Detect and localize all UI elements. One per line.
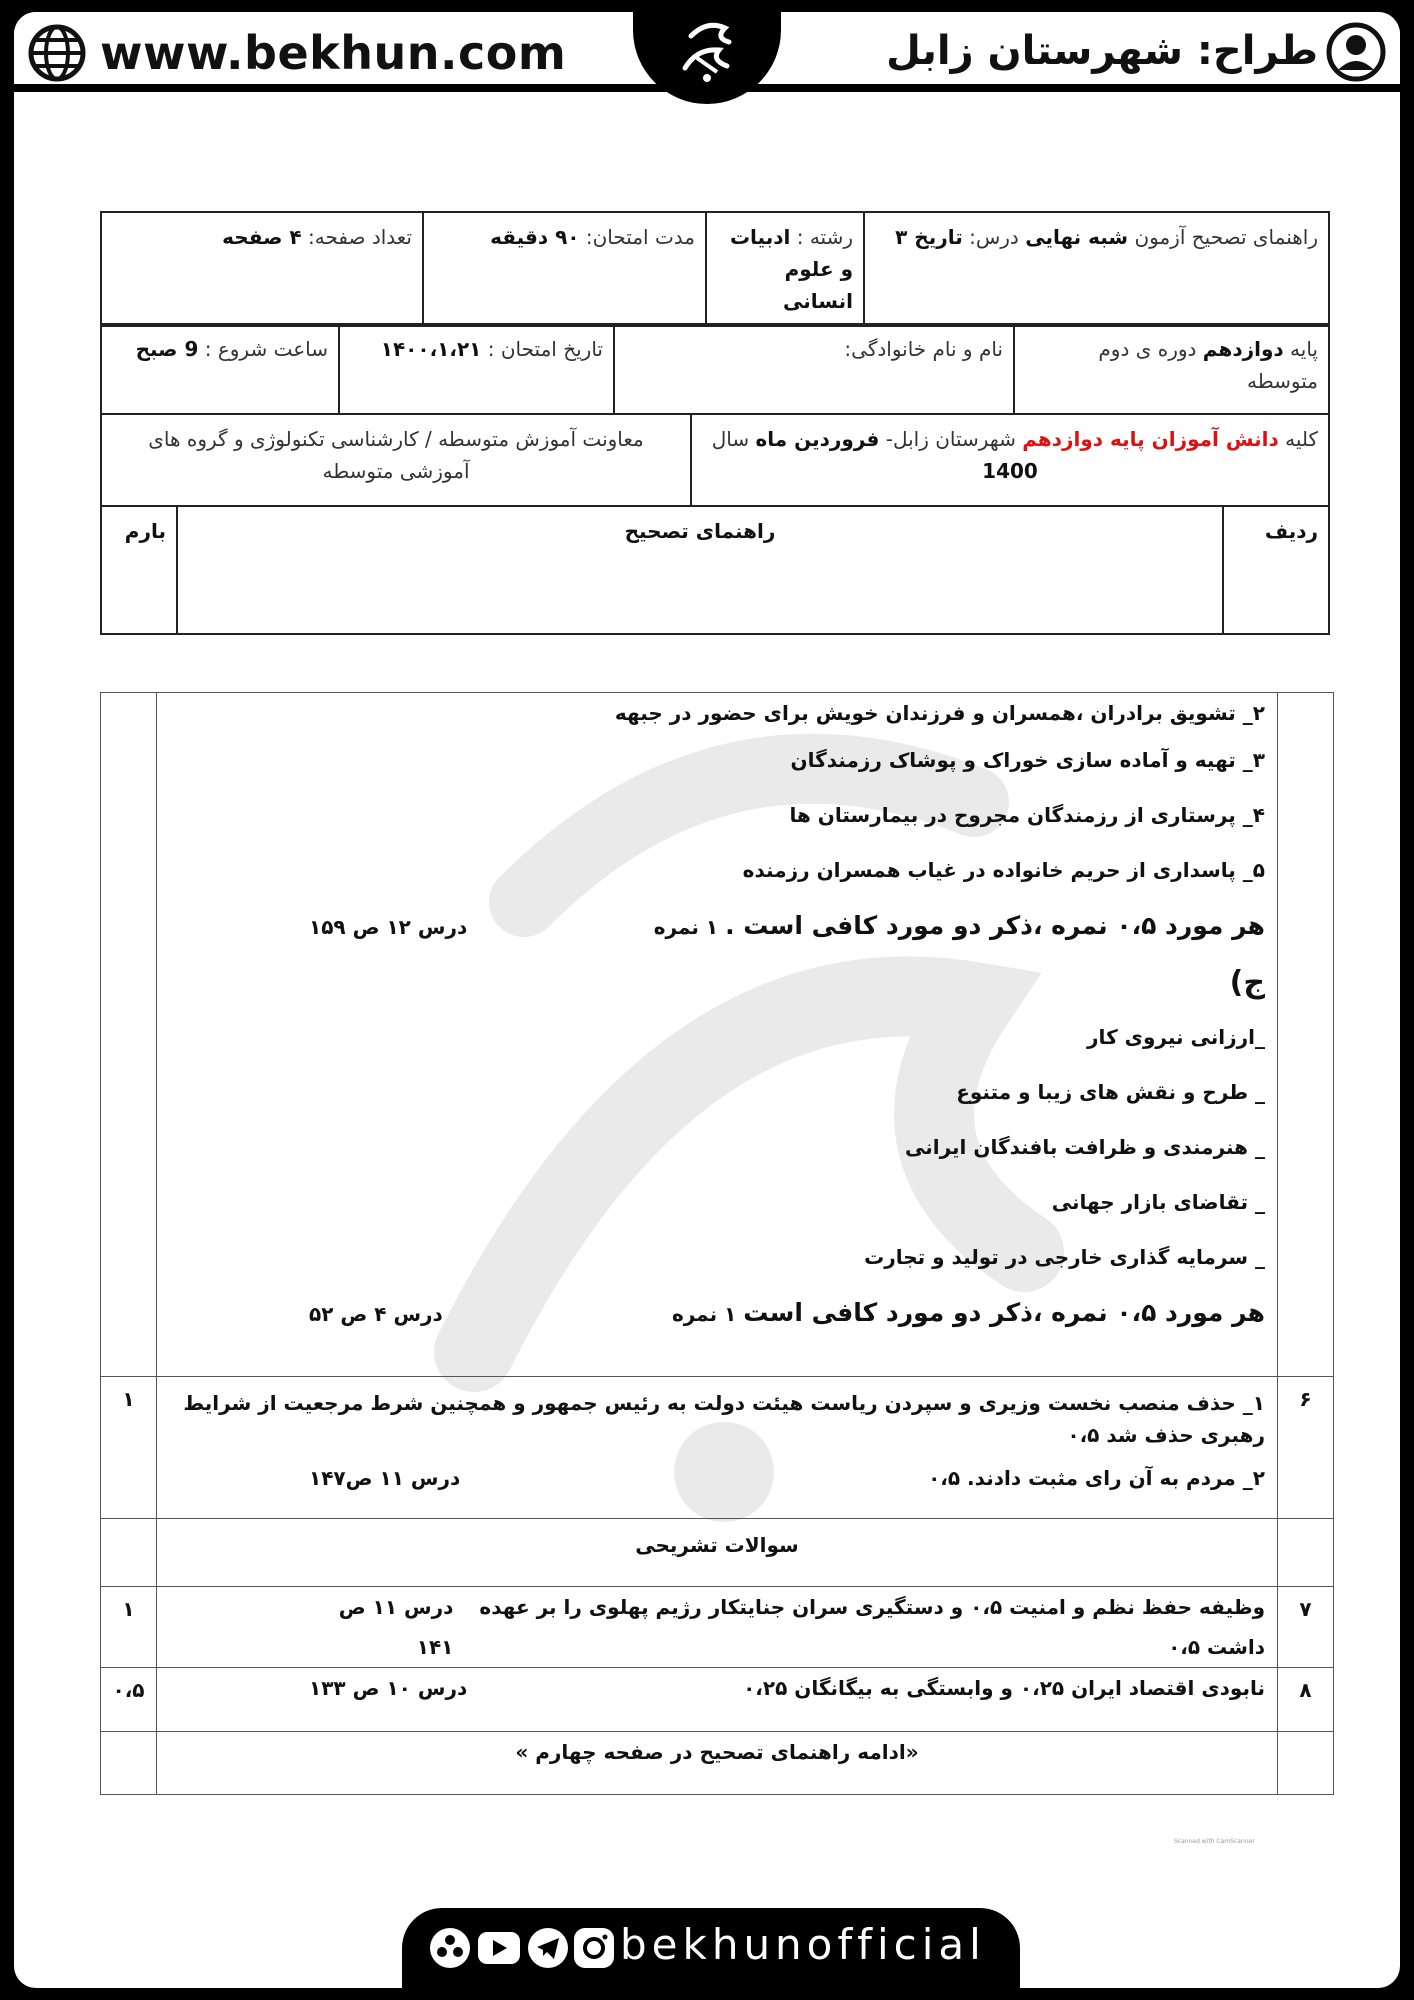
exam-date-label: تاریخ امتحان :	[487, 337, 603, 361]
brand-logo-icon	[667, 12, 747, 90]
answer-text: _ هنرمندی و ظرافت بافندگان ایرانی	[905, 1135, 1265, 1159]
exam-info-table-2	[100, 323, 1330, 415]
grade-value: دوازدهم	[1202, 337, 1284, 361]
answer-line	[169, 733, 1265, 788]
empty-cell	[1278, 1519, 1334, 1587]
exam-info-table-3	[100, 413, 1330, 507]
start-time-value: 9 صبح	[135, 337, 199, 361]
row-number: ۶	[1278, 1377, 1334, 1519]
guide-header	[177, 506, 1223, 634]
user-icon	[1326, 22, 1386, 82]
globe-icon	[28, 24, 86, 82]
answer-row-8	[101, 1668, 1334, 1732]
guide-header-label: راهنمای تصحیح	[624, 519, 776, 543]
answer-line	[169, 693, 1265, 733]
summary-text: هر مورد ۰،۵ نمره ،ذکر دو مورد کافی است .	[725, 911, 1265, 940]
answer-line	[169, 1377, 1265, 1451]
row-score: ۱	[101, 1587, 157, 1668]
answer-line	[169, 788, 1265, 843]
social-icons	[426, 1922, 616, 1974]
answer-text: ۴_ پرستاری از رزمندگان مجروح در بیمارستان ها	[789, 803, 1265, 827]
summary-mark: ۱ نمره	[671, 1302, 737, 1326]
empty-cell	[1278, 1732, 1334, 1795]
subject-label: درس:	[969, 225, 1019, 249]
answer-text: _ سرمایه گذاری خارجی در تولید و تجارت	[864, 1245, 1265, 1269]
duration-value: ۹۰ دقیقه	[490, 225, 580, 249]
answer-line	[169, 843, 1265, 898]
row-score: ۱	[101, 1377, 157, 1519]
pages-label: تعداد صفحه:	[307, 225, 412, 249]
score-header	[101, 506, 177, 634]
department-cell	[101, 414, 691, 506]
column-header-table	[100, 505, 1330, 635]
score-cell	[101, 693, 157, 1377]
student-name-cell	[614, 324, 1014, 414]
student-name-label: نام و نام خانوادگی:	[844, 337, 1003, 361]
answer-text: _ تقاضای بازار جهانی	[1051, 1190, 1265, 1214]
lesson-reference: درس ۱۲ ص ۱۵۹	[309, 915, 468, 939]
exam-title-cell	[864, 212, 1329, 326]
lesson-reference: درس ۱۰ ص ۱۳۳	[309, 1676, 468, 1700]
audience-year-label: سال	[711, 427, 750, 451]
continue-row	[101, 1732, 1334, 1795]
grade-rest: دوره ی دوم متوسطه	[1098, 337, 1318, 393]
section-title: سوالات تشریحی	[157, 1519, 1278, 1587]
department-text: معاونت آموزش متوسطه / کارشناسی تکنولوژی و گروه های آموزشی متوسطه	[148, 427, 644, 483]
score-header-label: بارم	[124, 519, 166, 543]
social-handle[interactable]: bekhunofficial	[620, 1920, 986, 1969]
exam-label: راهنمای تصحیح آزمون	[1134, 225, 1318, 249]
scanner-watermark: Scanned with CamScanner	[1174, 1838, 1255, 1845]
lesson-reference: درس ۱۱ ص۱۴۷	[309, 1466, 461, 1490]
answer-text: _ طرح و نقش های زیبا و متنوع	[956, 1080, 1265, 1104]
empty-cell	[101, 1732, 157, 1795]
answer-line	[169, 1065, 1265, 1120]
empty-cell	[101, 1519, 157, 1587]
page	[14, 12, 1400, 1988]
answer-body	[157, 1668, 1278, 1732]
answer-line	[169, 1120, 1265, 1175]
grade-cell	[1014, 324, 1329, 414]
duration-label: مدت امتحان:	[585, 225, 695, 249]
header-bar	[14, 12, 1400, 92]
answer-line	[169, 1587, 1265, 1667]
exam-type: شبه نهایی	[1025, 225, 1129, 249]
grade-label: پایه	[1290, 337, 1318, 361]
instagram-icon[interactable]	[574, 1928, 614, 1968]
answer-text: ۲_ تشویق برادران ،همسران و فرزندان خویش برای حضور در جبهه	[614, 701, 1265, 725]
exam-date-value: ۱۴۰۰،۱،۲۱	[380, 337, 482, 361]
section-letter-text: ج)	[1229, 965, 1265, 1000]
answer-text: نابودی اقتصاد ایران ۰،۲۵ و وابستگی به بیگانگان ۰،۲۵	[743, 1676, 1265, 1700]
answer-summary	[169, 898, 1265, 955]
lesson-reference: درس ۱۱ ص ۱۴۱	[338, 1595, 454, 1659]
section-letter	[169, 955, 1265, 1010]
row-header	[1223, 506, 1329, 634]
audience-month: فروردین ماه	[755, 427, 880, 451]
answer-text: وظیفه حفظ نظم و امنیت ۰،۵ و دستگیری سران جنایتکار رژیم پهلوی را بر عهده داشت ۰،۵	[479, 1595, 1265, 1659]
footer-bar	[402, 1908, 1020, 1988]
summary-text: هر مورد ۰،۵ نمره ،ذکر دو مورد کافی است	[743, 1298, 1265, 1327]
audience-year: 1400	[982, 459, 1038, 483]
audience-cell	[691, 414, 1329, 506]
subject-value: تاریخ ۳	[895, 225, 963, 249]
audience-prefix: کلیه	[1285, 427, 1318, 451]
exam-date-cell	[339, 324, 614, 414]
answer-line	[169, 1010, 1265, 1065]
answer-line	[169, 1175, 1265, 1230]
telegram-icon[interactable]	[528, 1928, 568, 1968]
pages-value: ۴ صفحه	[222, 225, 302, 249]
continue-note: «ادامه راهنمای تصحیح در صفحه چهارم »	[157, 1732, 1278, 1795]
start-time-cell	[101, 324, 339, 414]
summary-mark: ۱ نمره	[653, 915, 719, 939]
answer-body	[157, 693, 1278, 1377]
lesson-reference: درس ۴ ص ۵۲	[309, 1302, 443, 1326]
answer-body	[157, 1377, 1278, 1519]
row-number: ۷	[1278, 1587, 1334, 1668]
field-label: رشته :	[796, 225, 853, 249]
answer-text: ۱_ حذف منصب نخست وزیری و سپردن ریاست هیئت دولت به رئیس جمهور و همچنین شرط مرجعیت از شرایط رهبری حذف شد ۰،۵	[183, 1391, 1265, 1447]
answer-text: _ارزانی نیروی کار	[1087, 1025, 1265, 1049]
row-number-cell	[1278, 693, 1334, 1377]
row-header-label: ردیف	[1264, 519, 1318, 543]
audience-city: شهرستان زابل-	[885, 427, 1016, 451]
answer-summary	[169, 1285, 1265, 1342]
camera-reel-icon[interactable]	[430, 1928, 470, 1968]
youtube-icon[interactable]	[478, 1932, 520, 1964]
field-cell	[706, 212, 864, 326]
answer-row-6	[101, 1377, 1334, 1519]
answer-text: ۳_ تهیه و آماده سازی خوراک و پوشاک رزمندگان	[790, 748, 1265, 772]
answer-line	[169, 1668, 1265, 1708]
answer-text: ۲_ مردم به آن رای مثبت دادند. ۰،۵	[928, 1466, 1265, 1490]
field-value: ادبیات و علوم انسانی	[729, 225, 853, 313]
answer-block-1	[101, 693, 1334, 1377]
answer-body	[157, 1587, 1278, 1668]
answer-row-7	[101, 1587, 1334, 1668]
row-number: ۸	[1278, 1668, 1334, 1732]
site-url[interactable]: www.bekhun.com	[100, 26, 567, 80]
brand-logo	[633, 12, 781, 104]
duration-cell	[423, 212, 706, 326]
section-title-row	[101, 1519, 1334, 1587]
row-score: ۰،۵	[101, 1668, 157, 1732]
answer-line	[169, 1451, 1265, 1506]
answers-table	[100, 692, 1334, 1795]
answer-line	[169, 1230, 1265, 1285]
designer-label: طراح: شهرستان زابل	[886, 28, 1318, 74]
answer-text: ۵_ پاسداری از حریم خانواده در غیاب همسران رزمنده	[742, 858, 1265, 882]
audience-students: دانش آموزان پایه دوازدهم	[1022, 427, 1279, 451]
start-time-label: ساعت شروع :	[204, 337, 328, 361]
pages-cell	[101, 212, 423, 326]
exam-info-table	[100, 211, 1330, 327]
